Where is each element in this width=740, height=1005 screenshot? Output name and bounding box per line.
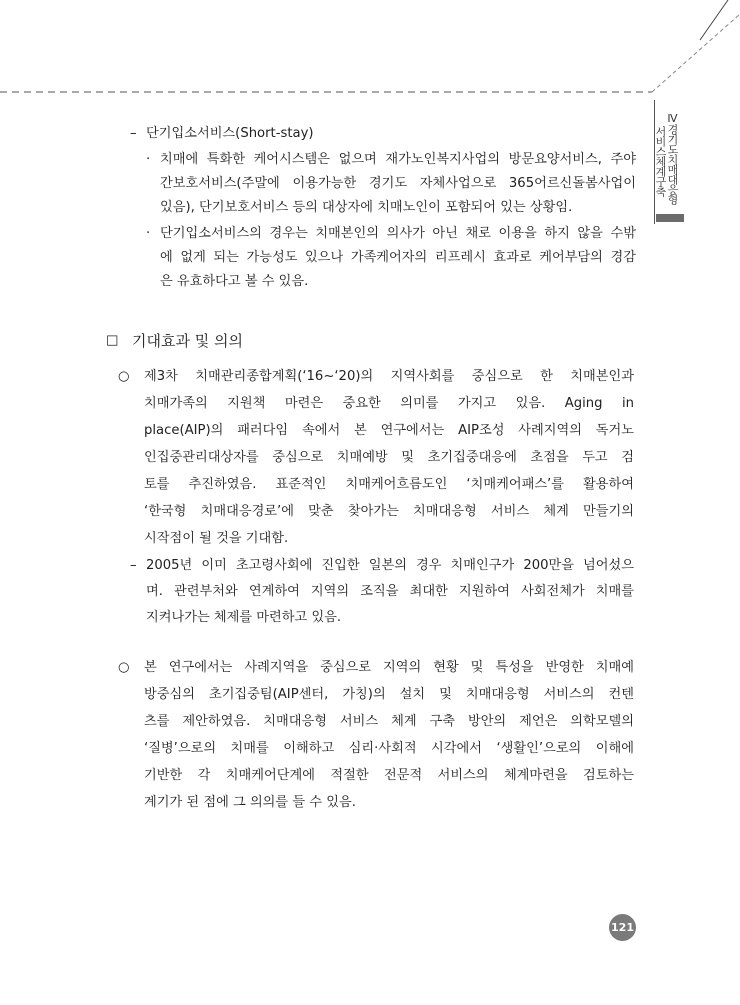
bullet1-line1: 치매에 특화한 케어시스템은 없으며 재가노인복지사업의 방문요양서비스, 주야 bbox=[160, 152, 636, 167]
side-tab bbox=[652, 108, 684, 226]
bullet2-line2: 에 없게 되는 가능성도 있으나 가족케어자의 리프레시 효과로 케어부담의 경감 bbox=[160, 250, 636, 265]
bullet-marker: · bbox=[146, 226, 151, 241]
dash-item-short-stay: 단기입소서비스(Short-stay) bbox=[146, 126, 314, 141]
bullet1-line3: 있음), 단기보호서비스 등의 대상자에 치매노인이 포함되어 있는 상황임. bbox=[160, 200, 573, 215]
circle1-line1: 제3차 치매관리종합계획(‘16~‘20)의 지역사회를 중심으로 한 치매본인과 bbox=[144, 369, 634, 384]
circle2-line6: 계기가 된 점에 그 의의를 들 수 있음. bbox=[144, 795, 356, 810]
circle1-line3: place(AIP)의 패러다임 속에서 본 연구에서는 AIP조성 사례지역의 독거노 bbox=[144, 423, 634, 438]
circle2-line2: 방중심의 초기집중팀(AIP센터, 가칭)의 설치 및 치매대응형 서비스의 컨텐 bbox=[144, 687, 634, 702]
side-tab-subtitle: 서비스체계구축 bbox=[654, 126, 667, 196]
dash2-line3: 지켜나가는 체제를 마련하고 있음. bbox=[146, 610, 342, 625]
bullet2-line1: 단기입소서비스의 경우는 치매본인의 의사가 아닌 채로 이용을 하지 않을 수밖 bbox=[160, 226, 636, 241]
circle1-line4: 인집중관리대상자를 중심으로 치매예방 및 초기집중대응에 초점을 두고 검 bbox=[144, 450, 634, 465]
corner-fold-line bbox=[652, 14, 740, 92]
circle2-line1: 본 연구에서는 사례지역을 중심으로 지역의 현황 및 특성을 반영한 치매예 bbox=[144, 660, 634, 675]
circle1-line5: 토를 추진하였음. 표준적인 치매케어흐름도인 ‘치매케어패스’를 활용하여 bbox=[144, 477, 634, 492]
side-tab-bar bbox=[656, 214, 684, 222]
circle1-line7: 시작점이 될 것을 기대함. bbox=[144, 531, 289, 546]
page-number-badge: 121 bbox=[609, 914, 636, 941]
corner-fold-line-2 bbox=[700, 0, 728, 40]
checkbox-square-icon: □ bbox=[106, 333, 119, 348]
dash2-line2: 며. 관련부처와 연계하여 지역의 조직을 최대한 지원하여 사회전체가 치매를 bbox=[146, 584, 634, 599]
dash2-line1: 2005년 이미 초고령사회에 진입한 일본의 경우 치매인구가 200만을 넘어섰으 bbox=[146, 558, 634, 573]
dash-marker: – bbox=[130, 126, 137, 141]
circle-bullet-icon: ○ bbox=[118, 660, 130, 675]
bullet-marker: · bbox=[146, 152, 151, 167]
dash-marker: – bbox=[130, 558, 137, 573]
section-heading: 기대효과 및 의의 bbox=[132, 332, 243, 350]
circle1-line2: 치매가족의 지원책 마련은 중요한 의미를 가지고 있음. Aging in bbox=[144, 396, 634, 411]
circle2-line5: 기반한 각 치매케어단계에 적절한 전문적 서비스의 체계마련을 검토하는 bbox=[144, 768, 634, 783]
circle2-line3: 츠를 제안하였음. 치매대응형 서비스 체계 구축 방안의 제언은 의학모델의 bbox=[144, 714, 634, 729]
bullet1-line2: 간보호서비스(주말에 이용가능한 경기도 자체사업으로 365어르신돌봄사업이 bbox=[160, 176, 636, 191]
bullet2-line3: 은 유효하다고 볼 수 있음. bbox=[160, 274, 309, 289]
side-tab-chapter: Ⅳ경기도치매대응형 bbox=[666, 112, 679, 204]
circle2-line4: ‘질병’으로의 치매를 이해하고 심리·사회적 시각에서 ‘생활인’으로의 이해에 bbox=[144, 741, 634, 756]
circle-bullet-icon: ○ bbox=[118, 369, 130, 384]
circle1-line6: ‘한국형 치매대응경로’에 맞춘 찾아가는 치매대응형 서비스 체계 만들기의 bbox=[144, 504, 634, 519]
